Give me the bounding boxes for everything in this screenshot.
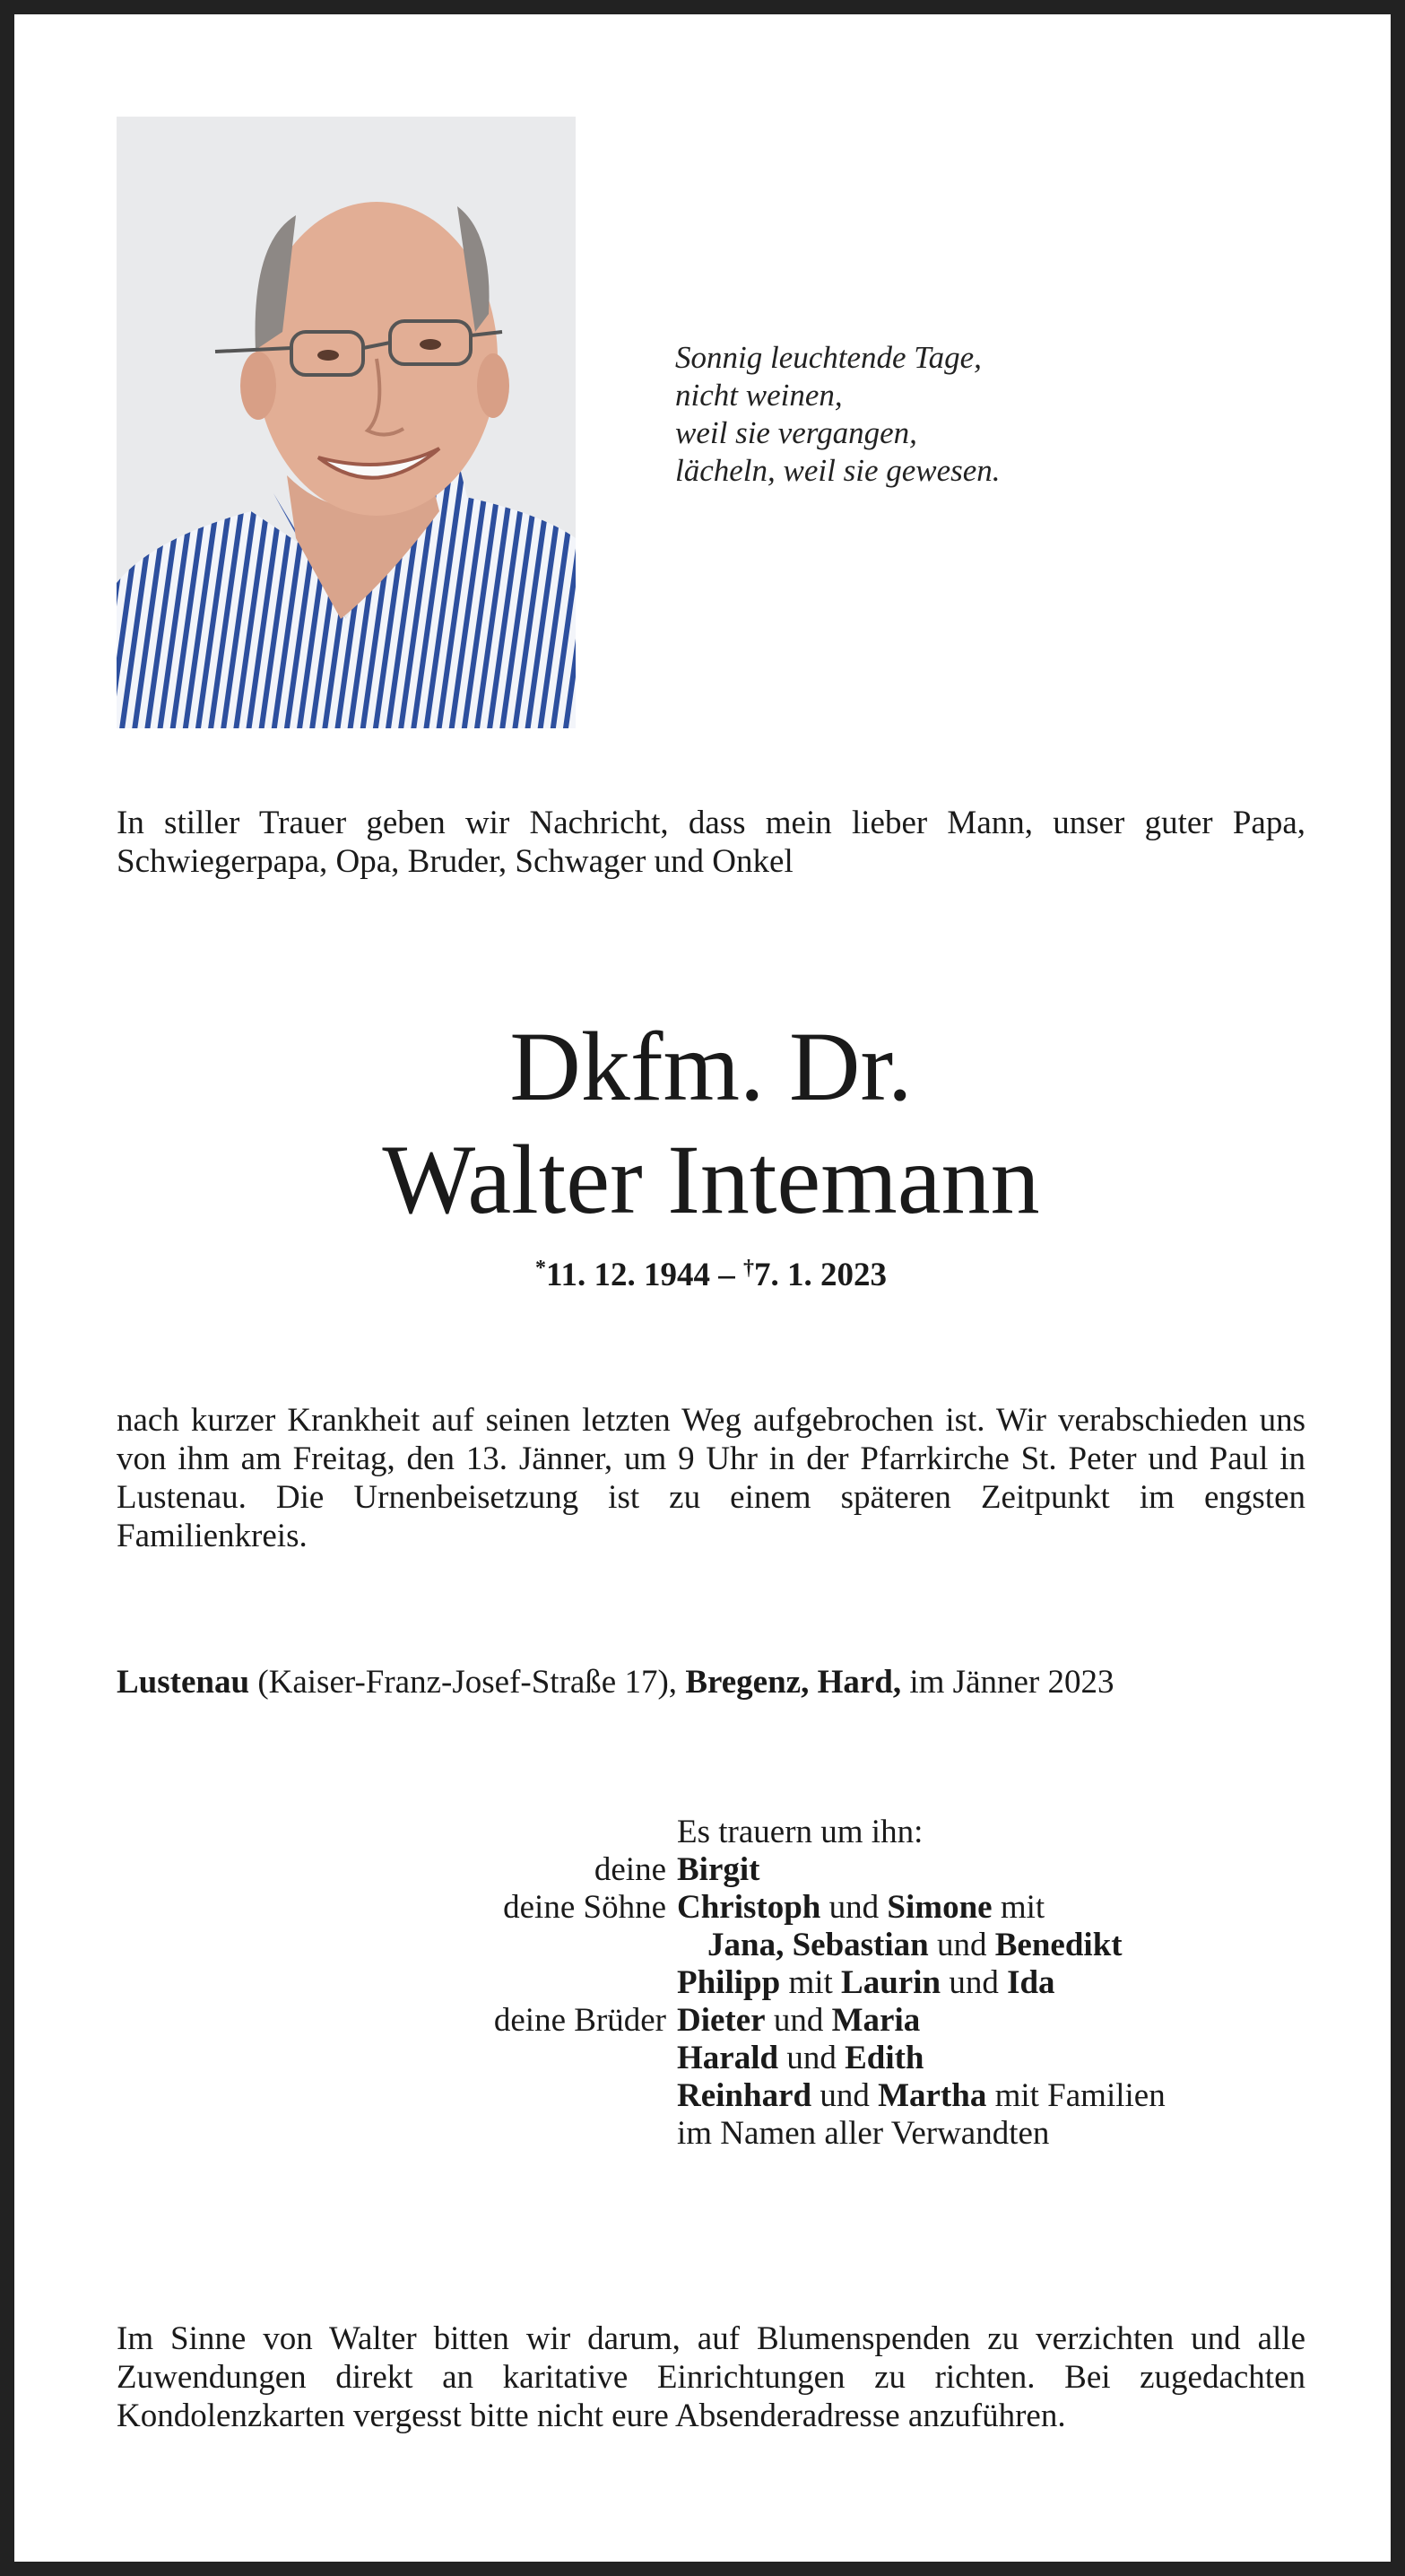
mourner-brother: Reinhard: [677, 2077, 812, 2114]
date-separator: –: [709, 1257, 743, 1293]
mourner-row-wife: [117, 1851, 1305, 1889]
mourner-row-brother2: Harald und Edith: [677, 2040, 924, 2076]
mourner-label-sons: deine Söhne: [503, 1889, 666, 1926]
mourner-row-grandchildren: Jana, Sebastian und Benedikt: [707, 1927, 1123, 1963]
poem-line: nicht weinen,: [675, 378, 843, 413]
funeral-details: nach kurzer Krankheit auf seinen letzten Weg aufgebrochen ist. Wir verabschieden uns von ihm am Freitag, den 13. Jänner, um 9 Uhr in der Pfarrkirche St. Peter und Paul in Lustenau. Die Urnenbeisetzung ist zu einem späteren Zeitpunkt im engsten Familienkreis.: [117, 1402, 1305, 1554]
mourner-brother: Dieter: [677, 2002, 766, 2039]
mourner-row-sons: deine Söhne Christoph und Simone mit: [117, 1889, 1305, 1927]
place-city: Lustenau: [117, 1664, 250, 1701]
poem-line: lächeln, weil sie gewesen.: [675, 453, 1001, 488]
birth-date: 11. 12. 1944: [546, 1257, 710, 1293]
birth-symbol: *: [535, 1257, 547, 1280]
mourner-brother-partner: Edith: [845, 2040, 924, 2076]
portrait-image: [117, 117, 576, 728]
mourners-heading: Es trauern um ihn:: [677, 1814, 924, 1850]
death-date: 7. 1. 2023: [753, 1257, 887, 1293]
poem: [675, 339, 1001, 490]
mourner-brother: Harald: [677, 2040, 779, 2076]
mourners-list: [117, 1814, 1305, 2153]
death-symbol: †: [742, 1257, 754, 1280]
poem-line: weil sie vergangen,: [675, 415, 917, 450]
mourner-row-son2: Philipp mit Laurin und Ida: [677, 1964, 1055, 2001]
mourner-relatives: im Namen aller Verwandten: [677, 2115, 1050, 2152]
mourner-son1-partner: Simone: [887, 1889, 993, 1926]
mourner-brother-partner: Maria: [831, 2002, 921, 2039]
mourner-label-brothers: deine Brüder: [493, 2002, 666, 2039]
closing-request: Im Sinne von Walter bitten wir darum, auf Blumenspenden zu verzichten und alle Zuwendungen direkt an karitative Einrichtungen zu richten. Bei zugedachten Kondolenzkarten vergesst bitte nicht eure Absenderadresse anzuführen.: [117, 2320, 1305, 2434]
place-address: (Kaiser-Franz-Josef-Straße 17),: [249, 1664, 686, 1701]
mourner-row-relatives: [117, 2115, 1305, 2153]
mourner-row-brothers: deine Brüder Dieter und Maria: [117, 2002, 1305, 2040]
poem-line: Sonnig leuchtende Tage,: [675, 340, 982, 375]
deceased-name: [117, 1010, 1305, 1236]
mourner-grandchild: Laurin: [841, 1964, 941, 2001]
deceased-title: Dkfm. Dr.: [509, 1012, 913, 1121]
mourners-heading-row: [117, 1814, 1305, 1851]
portrait-photo: [117, 117, 576, 728]
place-and-date: [117, 1663, 1305, 1701]
mourner-row-brother3: Reinhard und Martha mit Familien: [677, 2077, 1166, 2114]
mourner-grandchild: Ida: [1007, 1964, 1055, 2001]
place-date: im Jänner 2023: [901, 1664, 1114, 1701]
mourner-brother-partner: Martha: [878, 2077, 987, 2114]
place-others: Bregenz, Hard,: [685, 1664, 902, 1701]
mourner-son2: Philipp: [677, 1964, 781, 2001]
life-dates: [117, 1249, 1305, 1295]
mourner-grandchild: Benedikt: [994, 1927, 1123, 1963]
mourner-grandchildren: Jana, Sebastian: [707, 1927, 929, 1963]
mourner-wife: Birgit: [677, 1851, 760, 1888]
deceased-fullname: Walter Intemann: [382, 1125, 1040, 1234]
mourner-label-wife: deine: [594, 1851, 666, 1888]
intro-text: In stiller Trauer geben wir Nachricht, dass mein lieber Mann, unser guter Papa, Schwiegerpapa, Opa, Bruder, Schwager und Onkel: [117, 805, 1305, 880]
mourner-son1: Christoph: [677, 1889, 821, 1926]
